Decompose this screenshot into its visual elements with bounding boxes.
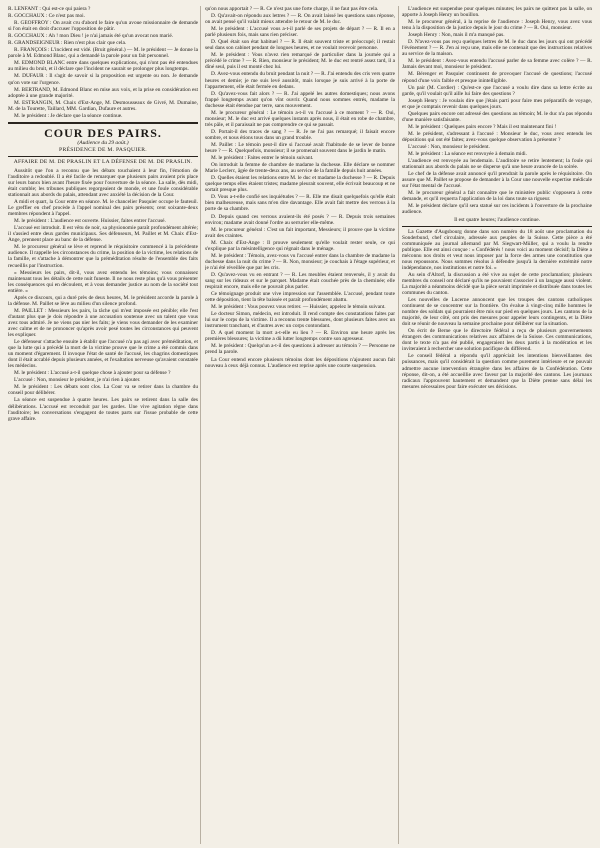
paragraph: Le conseil fédéral a répondu qu'il appréciait les intentions bienveillantes des puissances, mais qu'il considérait la question comme purement intérieure et ne pouvait admettre aucune intervention étrangère dans les affaires de la Confédération. Cette réponse, dit-on, a été accueillie avec faveur par la majorité des cantons. Les journaux radicaux l'approuvent hautement et demandent que la Diète prenne sans délai les mesures nécessaires pour faire exécuter ses décisions. — [402, 353, 592, 390]
paragraph: La séance est suspendue à quatre heures. Les pairs se retirent dans la salle des délibérations. L'accusé est reconduit par les gardes. Une vive agitation règne dans l'auditoire; les conversations s'engagent de toutes parts sur l'issue probable de cette grave affaire. — [8, 397, 198, 422]
paragraph: L'accusé est introduit. Il est vêtu de noir, sa physionomie paraît profondément altérée; il s'assied entre deux gardes municipaux. Ses défenseurs, M. Paillet et M. Chaix d'Est-Ange, prennent place au banc de la défense. — [8, 225, 198, 244]
paragraph: Aussitôt que l'on a reconnu que les débats touchaient à leur fin, l'émotion de l'auditoire a redoublé. Il a été facile de remarquer que plusieurs pairs avaient pris place sur leurs bancs bien avant l'heure fixée pour l'ouverture de la séance. La salle, dès midi, était comble; les tribunes publiques regorgeaient de monde, et une foule considérable stationnait aux abords du palais, attendant avec anxiété la décision de la Cour. — [8, 167, 198, 198]
column-2 — [205, 6, 395, 844]
column-3 — [402, 6, 592, 844]
paragraph: M. EDMOND BLANC entre dans quelques explications, qui n'ont pas été entendues au milieu du bruit, et il déclare que l'incident ne saurait se prolonger plus longtemps. — [8, 60, 198, 73]
paragraph: D. Portait-il des traces de sang ? — R. Je ne l'ai pas remarqué; il faisait encore sombre, et nous étions tous dans un grand trouble. — [205, 128, 395, 141]
paragraph: M. Paillet : Le témoin peut-il dire si l'accusé avait l'habitude de se lever de bonne heure ? — R. Quelquefois, monsieur; il se promenait souvent dans le jardin le matin. — [205, 141, 395, 155]
column-separator — [398, 6, 399, 844]
paragraph: M. le procureur général, à la reprise de l'audience : Joseph Henry, vous avez vous tenu à la disposition de la justice depuis le jour du crime ? — R. Oui, monsieur. — [402, 19, 592, 32]
paragraph: M. le procureur général a fait connaître que le ministère public s'opposera à cette demande, et qu'il requerra l'application de la loi dans toute sa rigueur. — [402, 190, 592, 203]
paragraph: M. le président : L'accusé a-t-il quelque chose à ajouter pour sa défense ? — [14, 370, 171, 377]
section-divider-thin — [402, 226, 592, 227]
paragraph: La Gazette d'Augsbourg donne dans son numéro du 18 août une proclamation du Sonderbund, chef circulaire, adressée aux peuples de la Suisse. Cette pièce a été communiquée au journal allemand par M. Siegwart-Müller, qui a voulu la rendre publique. Elle est ainsi conçue : « Confédérés ! nous voici au moment décisif; la Diète a méconnu nos droits et veut nous imposer par la force des armes une constitution que nous repoussons. Nous sommes résolus à défendre jusqu'à la dernière extrémité notre indépendance, nos institutions et notre foi. » — [402, 228, 592, 271]
paragraph: D. Qu'avez-vous vu en entrant ? — R. Les meubles étaient renversés, il y avait du sang sur les rideaux et sur le parquet. Madame était couchée près de la cheminée; elle respirait encore, mais elle ne pouvait plus parler. — [205, 271, 395, 291]
paragraph: L'audience est suspendue pour quelques minutes; les pairs ne quittent pas la salle, on apporte à Joseph Henry un bouillon. — [402, 6, 592, 19]
text-line: R. GEOFFROY : On avait cru d'abord le faire qu'un avoue missionnaire de demande si l'on était en droit d'accuser l'opposition de pâtir. — [8, 20, 198, 33]
paragraph: Après ce discours, qui a duré près de deux heures, M. le président accorde la parole à la défense. M. Paillet se lève au milieu d'un silence profond. — [8, 294, 198, 307]
paragraph: M. le président : Témoin, avez-vous vu l'accusé entrer dans la chambre de madame la duchesse dans la nuit du crime ? — R. Non, monsieur; je couchais à l'étage supérieur, et je n'ai été réveillée que par les cris. — [205, 252, 395, 271]
paragraph: D. Depuis quand ces verrous avaient-ils été posés ? — R. Depuis trois semaines environ; madame avait donné l'ordre au serrurier elle-même. — [205, 213, 395, 226]
paragraph: Le docteur Simon, médecin, est introduit. Il rend compte des constatations faites par lui sur le corps de la victime. Il a reconnu trente blessures, dont plusieurs faites avec un instrument tranchant, et d'autres avec un corps contondant. — [205, 311, 395, 330]
text-line: R. GRANDSEIGNEUR : Rien n'est plus clair que cela. — [8, 40, 127, 47]
paragraph: D. Quel était son état habituel ? — R. Il était souvent triste et préoccupé; il restait seul dans son cabinet pendant de longues heures, et ne voulait recevoir personne. — [205, 39, 395, 52]
paragraph: M. le président : Faites entrer le témoin suivant. — [211, 155, 314, 162]
paragraph: M. le procureur général : C'est un fait important, Messieurs; il prouve que la victime avait des craintes. — [205, 226, 395, 239]
paragraph: L'audience est renvoyée au lendemain. L'auditoire se retire lentement; la foule qui stationnait aux abords du palais ne se disperse qu'à une heure avancée de la soirée. — [402, 158, 592, 171]
paragraph: M. le président : Vous pouvez vous retirer. — Huissier, appelez le témoin suivant. — [211, 304, 386, 311]
paragraph: D. Qu'avait-on répondu aux lettres ? — R. On avait laissé les questions sans réponse, on avait pensé qu'il valait mieux attendre le retour de M. le duc. — [205, 13, 395, 26]
paragraph: Joseph Henry : Je voulais dire que j'étais parti pour faire mes préparatifs de voyage, et que je comptais revenir dans quelques jours. — [402, 97, 592, 110]
section-title: COUR DES PAIRS. — [44, 125, 162, 140]
paragraph: Le défenseur s'attache ensuite à établir que l'accusé n'a pas agi avec préméditation, et que la lutte qui a précédé la mort de la victime prouve que le crime a été commis dans un moment d'égarement. Il invoque l'état de santé de l'accusé, les chagrins domestiques dont il était accablé depuis plusieurs années, et l'exaltation nerveuse qu'avaient constatée les médecins. — [8, 339, 198, 370]
section-divider-thin — [8, 156, 198, 157]
paragraph: Ce témoignage produit une vive impression sur l'assemblée. L'accusé, pendant toute cette déposition, tient la tête baissée et paraît profondément abattu. — [205, 291, 395, 304]
affair-heading: AFFAIRE DE M. DE PRASLIN ET LA DÉFENSE DE M. DE PRASLIN. — [13, 158, 193, 165]
paragraph: On écrit de Berne que le directoire fédéral a reçu de plusieurs gouvernements étrangers des communications relatives aux affaires de la Suisse. Ces communications, dont le texte n'a pas été publié, engageraient les deux partis à la modération et les inviteraient à rechercher une solution pacifique du différend. — [402, 328, 592, 353]
paragraph: M. le président, s'adressant à l'accusé : Monsieur le duc, vous avez entendu les dépositions qui ont été faites; avez-vous quelque observation à présenter ? — [402, 130, 592, 143]
paragraph: L'accusé : Non, monsieur le président. — [408, 143, 490, 150]
paragraph: D. Quelles étaient les relations entre M. le duc et madame la duchesse ? — R. Depuis quelque temps elles étaient tristes; madame pleurait souvent, elle écrivait beaucoup et ne sortait presque plus. — [205, 175, 395, 194]
paragraph: M. le président : L'accusé vous a-t-il parlé de ses projets de départ ? — R. Il en a parlé plusieurs fois, mais sans rien préciser. — [205, 26, 395, 39]
paragraph: M. le président : La séance est renvoyée à demain midi. — [408, 151, 528, 158]
paragraph: Les nouvelles de Lucerne annoncent que les troupes des cantons catholiques continuent de se concentrer sur la frontière. On évalue à vingt-cinq mille hommes le nombre des soldats qui pourraient être mis sur pied en quelques jours. Les cantons de la majorité, de leur côté, ont pris des mesures pour appeler leurs contingents, et la Diète doit se réunir de nouveau la semaine prochaine pour délibérer sur la situation. — [402, 297, 592, 328]
paragraph: La Cour entend encore plusieurs témoins dont les dépositions n'ajoutent aucun fait nouveau à ceux déjà connus. L'audience est reprise après une courte suspension. — [205, 356, 395, 369]
paragraph: M. ESTRANGIN, M. Chaix d'Est-Ange, M. Desmousseaux de Givré, M. Dumaine, M. de la Tourette, Taillard, MM. Gardian, Dufaure et autres. — [8, 99, 198, 112]
paragraph: M. le président : Les débats sont clos. La Cour va se retirer dans la chambre du conseil pour délibérer. — [8, 384, 198, 397]
paragraph: D. N'avez-vous pas reçu quelques lettres de M. le duc dans les jours qui ont précédé l'événement ? — R. J'en ai reçu une, mais elle ne contenait que des instructions relatives au service de la maison. — [402, 39, 592, 58]
section-date: (Audience du 29 août.) — [77, 139, 129, 146]
paragraph: qu'on nous apportait ? — R. Ce n'est pas une forte charge, il ne faut pas être cela. — [205, 6, 379, 12]
paragraph: M. le président déclare qu'il sera statué sur ces incidents à l'ouverture de la prochaine audience. — [402, 203, 592, 216]
column-1 — [8, 6, 198, 844]
paragraph: M. DUFAUR : Il s'agit de savoir si la proposition est urgente ou non. Je demande qu'on vote sur l'urgence. — [8, 73, 198, 86]
paragraph: « Messieurs les pairs, dit-il, vous avez entendu les témoins; vous connaissez maintenant tous les détails de cette nuit funeste. Il ne nous reste plus qu'à vous présenter les conséquences qui en découlent, et à vous demander justice au nom de la société tout entière. » — [8, 269, 198, 294]
paragraph: M. le président : Quelqu'un a-t-il des questions à adresser au témoin ? — Personne ne prend la parole. — [205, 343, 395, 356]
paragraph: M. le président : Je déclare que la séance continue. — [14, 112, 123, 119]
section-presidency: PRÉSIDENCE DE M. PASQUIER. — [59, 146, 147, 153]
paragraph: D. A quel moment la mort a-t-elle eu lieu ? — R. Environ une heure après les premières blessures; la victime a dû lutter longtemps contre son agresseur. — [205, 330, 395, 343]
section-divider — [8, 122, 198, 124]
paragraph: M. PAILLET : Messieurs les pairs, la tâche qui m'est imposée est pénible; elle l'est d'autant plus que je dois répondre à une accusation soutenue avec un talent que vous avez tous admiré. Je ne viens pas nier les faits; je viens vous demander de les examiner avec calme et de ne prononcer qu'après avoir pesé toutes les circonstances qui peuvent les expliquer. — [8, 307, 198, 339]
paragraph: D. Avez-vous entendu du bruit pendant la nuit ? — R. J'ai entendu des cris vers quatre heures et demie; je me suis levé aussitôt, mais lorsque je suis arrivé à la porte de l'appartement, elle était fermée en dedans. — [205, 71, 395, 90]
paragraph: D. Qu'avez-vous fait alors ? — R. J'ai appelé les autres domestiques; nous avons frappé longtemps avant qu'on vînt ouvrir. Quand nous sommes entrés, madame la duchesse était étendue par terre, sans mouvement. — [205, 90, 395, 109]
paragraph: M. le président : Vous n'avez rien remarqué de particulier dans la journée qui a précédé le crime ? — R. Rien, monsieur le président; M. le duc est rentré assez tard, il a dîné seul, puis il est monté chez lui. — [205, 52, 395, 71]
paragraph: A midi et quart, la Cour entre en séance. M. le chancelier Pasquier occupe le fauteuil. Le greffier en chef procède à l'appel nominal des pairs présents; cent soixante-deux membres répondent à l'appel. — [8, 199, 198, 218]
column-separator — [200, 6, 201, 844]
paragraph: D. Vous a-t-elle confié ses inquiétudes ? — R. Elle me disait quelquefois qu'elle était bien malheureuse, mais sans m'en dire davantage. Elle avait fait mettre des verrous à la porte de sa chambre. — [205, 194, 395, 213]
text-line: R. GOCCHAUX : Ce n'est pas moi. — [8, 13, 85, 20]
paragraph: Un pair (M. Cordier) : Qu'est-ce que l'accusé a voulu dire dans sa lettre écrite au garde, qu'il voulait qu'il aille lui faire des questions ? — [402, 84, 592, 97]
paragraph: Quelques pairs encore ont adressé des questions au témoin; M. le duc n'a pas répondu d'une manière satisfaisante. — [402, 110, 592, 123]
paragraph: M. BERTRAND, M. Edmond Blanc en mise aux voix, et la prise en considération est adoptée à une grande majorité. — [8, 86, 198, 99]
text-line: R. FRANÇOIS : L'incident est vidé. (Bruit général.) — M. le président — Je donne la parole à M. Edmond Blanc, qui a demandé la parole pour un fait personnel. — [8, 47, 198, 60]
text-line: R. LENFANT : Qui est-ce qui paiera ? — [8, 6, 91, 12]
paragraph: M. le président : L'audience est ouverte. Huissier, faites entrer l'accusé. — [14, 218, 166, 225]
signoff-line: Il est quatre heures; l'audience continue. — [454, 216, 540, 223]
paragraph: Au sein d'Altorf, la discussion a été vive au sujet de cette proclamation; plusieurs membres du conseil ont déclaré qu'ils ne pouvaient s'associer à un langage aussi violent. La majorité a néanmoins décidé que la pièce serait imprimée et distribuée dans toutes les communes du canton. — [402, 271, 592, 296]
paragraph: On introduit la femme de chambre de madame la duchesse. Elle déclare se nommer Marie Leclerc, âgée de trente-deux ans, au service de la famille depuis huit années. — [205, 162, 395, 175]
paragraph: M. le président : Quelques pairs encore ? Mais il est maintenant fini ! — [408, 123, 557, 130]
paragraph: L'accusé : Non, monsieur le président, je n'ai rien à ajouter. — [14, 377, 141, 384]
paragraph: M. le président : Avez-vous entendu l'accusé parler de sa femme avec colère ? — R. Jamais devant moi, monsieur le président. — [402, 58, 592, 71]
paragraph: M. le procureur général : Le témoin a-t-il vu l'accusé à ce moment ? — R. Oui, monsieur; M. le duc est arrivé quelques instants après nous, il était en robe de chambre, très pâle, et il paraissait ne pas comprendre ce qui se passait. — [205, 109, 395, 128]
paragraph: Joseph Henry : Non, mais il m'a manqué pas. — [408, 32, 505, 39]
paragraph: M. Bérenger et Pasquier continuent de provoquer l'accusé de questions; l'accusé répond d'une voix faible et presque inintelligible. — [402, 71, 592, 84]
paragraph: Le chef de la défense avait annoncé qu'il prendrait la parole après le réquisitoire. On assure que M. Paillet se propose de demander à la Cour une nouvelle expertise médicale sur l'état mental de l'accusé. — [402, 171, 592, 190]
text-line: R. GOCCHAUX : Ah ! mon Dieu ! je n'ai jamais été qu'un avocat non marié. — [8, 33, 174, 40]
paragraph: M. Chaix d'Est-Ange : Il prouve seulement qu'elle voulait rester seule, ce qui s'explique par la mésintelligence qui régnait dans le ménage. — [205, 239, 395, 252]
paragraph: M. le procureur général se lève et reprend le réquisitoire commencé à la précédente audience. Il rappelle les circonstances du crime, la position de la victime, les relations de la famille, et s'attache à démontrer que la préméditation résulte de l'ensemble des faits recueillis par l'instruction. — [8, 244, 198, 269]
